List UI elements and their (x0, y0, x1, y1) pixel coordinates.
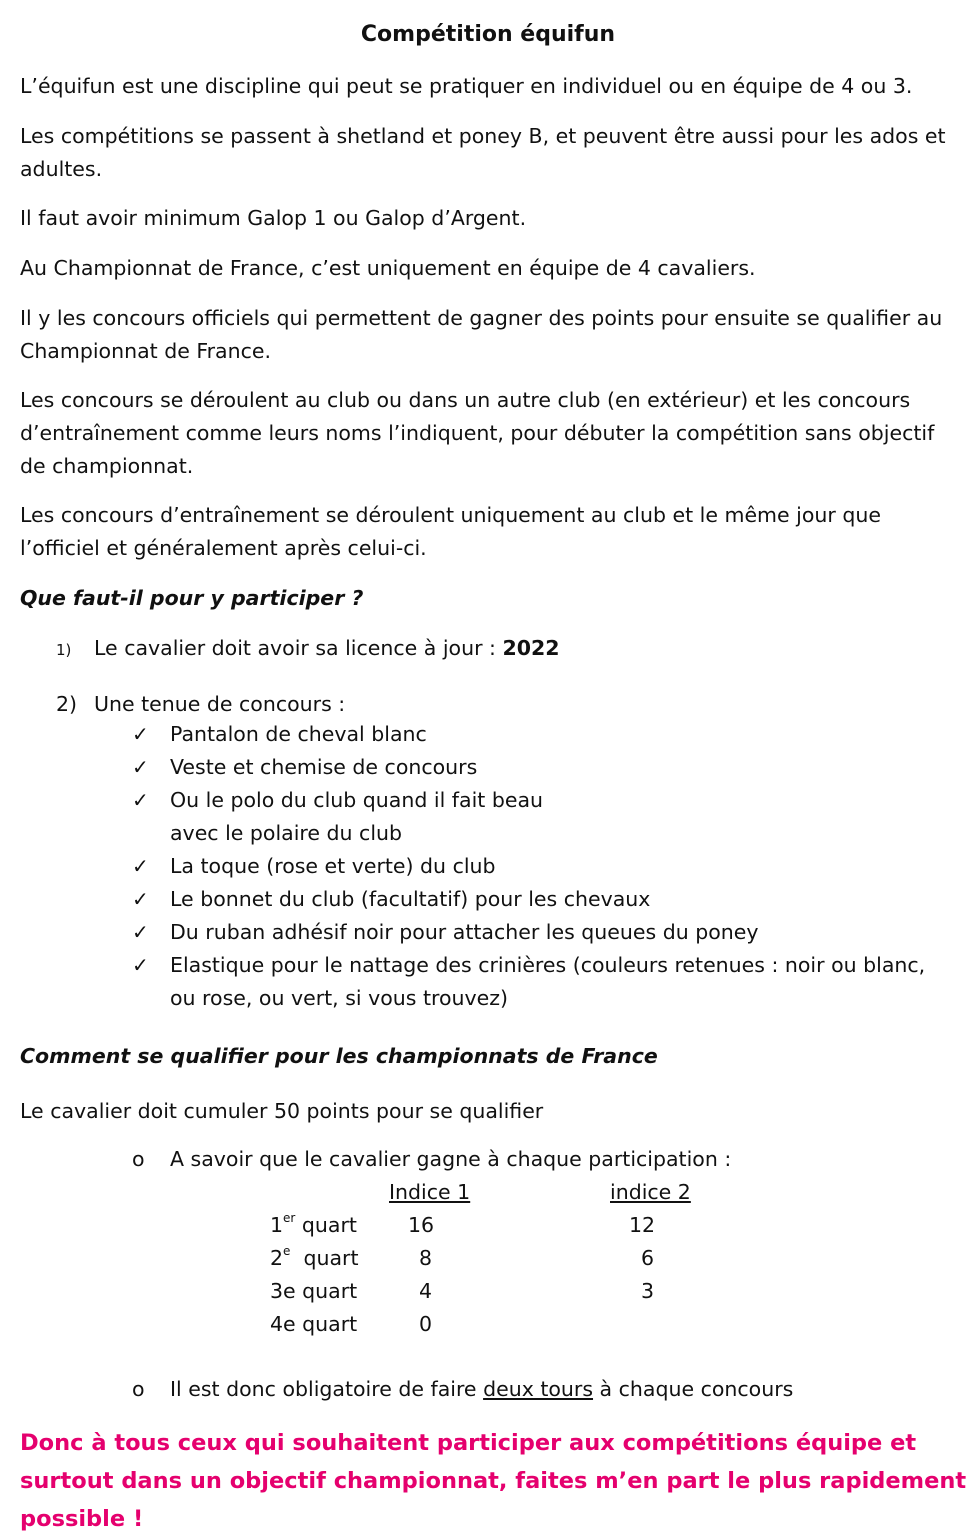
paragraph-concours-officiels: Il y les concours officiels qui permettent de gagner des points pour ensuite se qualifier au Championnat de France. (20, 306, 943, 363)
table-row-label: 1er quart (270, 1211, 357, 1237)
checklist-item (132, 718, 930, 751)
licence-year: 2022 (502, 636, 560, 660)
tenue-checklist (132, 718, 930, 1015)
paragraph-galop: Il faut avoir minimum Galop 1 ou Galop d’Argent. (20, 206, 527, 230)
paragraph-points-requis: Le cavalier doit cumuler 50 points pour se qualifier (20, 1099, 544, 1123)
numbered-item-licence (56, 632, 560, 667)
item-number: 2) (56, 692, 78, 716)
table-cell-indice-1: 0 (419, 1312, 433, 1336)
section-heading-participer: Que faut-il pour y participer ? (20, 586, 364, 610)
paragraph-championnat: Au Championnat de France, c’est uniquement en équipe de 4 cavaliers. (20, 256, 756, 280)
table-row-label: 3e quart (270, 1279, 358, 1303)
checklist-text: Elastique pour le nattage des crinières (couleurs retenues : noir ou blanc, ou rose, ou vert, si vous trouvez) (170, 953, 926, 1010)
checkmark-icon: ✓ (132, 920, 149, 944)
bullet-item-deux-tours (132, 1373, 793, 1406)
paragraph-discipline: L’équifun est une discipline qui peut se pratiquer en individuel ou en équipe de 4 ou 3. (20, 74, 913, 98)
checklist-item (132, 916, 930, 949)
table-cell-indice-1: 16 (408, 1213, 435, 1237)
checkmark-icon: ✓ (132, 887, 149, 911)
table-cell-indice-2: 6 (641, 1246, 655, 1270)
checklist-text: Ou le polo du club quand il fait beau avec le polaire du club (170, 788, 543, 845)
checklist-item (132, 883, 930, 916)
checkmark-icon: ✓ (132, 755, 149, 779)
table-cell-indice-2: 3 (641, 1279, 655, 1303)
bullet-item-participation (132, 1143, 731, 1176)
paragraph-poneys: Les compétitions se passent à shetland et poney B, et peuvent être aussi pour les ados et adultes. (20, 124, 946, 181)
checklist-item (132, 949, 930, 1015)
checklist-text: La toque (rose et verte) du club (170, 854, 496, 878)
checklist-item (132, 784, 550, 850)
checkmark-icon: ✓ (132, 788, 149, 812)
checklist-text: Pantalon de cheval blanc (170, 722, 427, 746)
closing-call-to-action: Donc à tous ceux qui souhaitent participer aux compétitions équipe et surtout dans un objectif championnat, faites m’en part le plus rapidement possible ! (20, 1430, 967, 1532)
checklist-text: Du ruban adhésif noir pour attacher les queues du poney (170, 920, 759, 944)
checkmark-icon: ✓ (132, 953, 149, 977)
table-header-indice-1: Indice 1 (389, 1180, 471, 1204)
table-row-label: 2e quart (270, 1244, 359, 1270)
circle-bullet-icon: o (132, 1147, 145, 1171)
table-header-indice-2: indice 2 (610, 1180, 691, 1204)
circle-bullet-icon: o (132, 1377, 145, 1401)
paragraph-concours-lieux: Les concours se déroulent au club ou dans un autre club (en extérieur) et les concours d’entraînement comme leurs noms l’indiquent, pour débuter la compétition sans objectif de championnat. (20, 388, 935, 478)
checklist-item (132, 850, 930, 883)
bullet-text-before: Il est donc obligatoire de faire (170, 1377, 484, 1401)
bullet-text: A savoir que le cavalier gagne à chaque participation : (170, 1147, 732, 1171)
bullet-text-underlined: deux tours (483, 1377, 594, 1401)
table-cell-indice-1: 4 (419, 1279, 433, 1303)
checkmark-icon: ✓ (132, 854, 149, 878)
table-cell-indice-2: 12 (629, 1213, 656, 1237)
checklist-item (132, 751, 930, 784)
bullet-text-after: à chaque concours (593, 1377, 794, 1401)
table-row-label: 4e quart (270, 1312, 358, 1336)
checklist-text: Veste et chemise de concours (170, 755, 478, 779)
checkmark-icon: ✓ (132, 722, 149, 746)
checklist-text: Le bonnet du club (facultatif) pour les chevaux (170, 887, 651, 911)
item-text: Le cavalier doit avoir sa licence à jour : (94, 636, 503, 660)
item-text: Une tenue de concours : (94, 692, 346, 716)
numbered-item-tenue (56, 688, 345, 721)
paragraph-concours-entrainement: Les concours d’entraînement se déroulent uniquement au club et le même jour que l’officiel et généralement après celui-ci. (20, 503, 881, 560)
document-title: Compétition équifun (360, 22, 616, 47)
table-cell-indice-1: 8 (419, 1246, 433, 1270)
item-number: 1) (56, 641, 72, 659)
section-heading-qualifier: Comment se qualifier pour les championnats de France (20, 1044, 658, 1068)
